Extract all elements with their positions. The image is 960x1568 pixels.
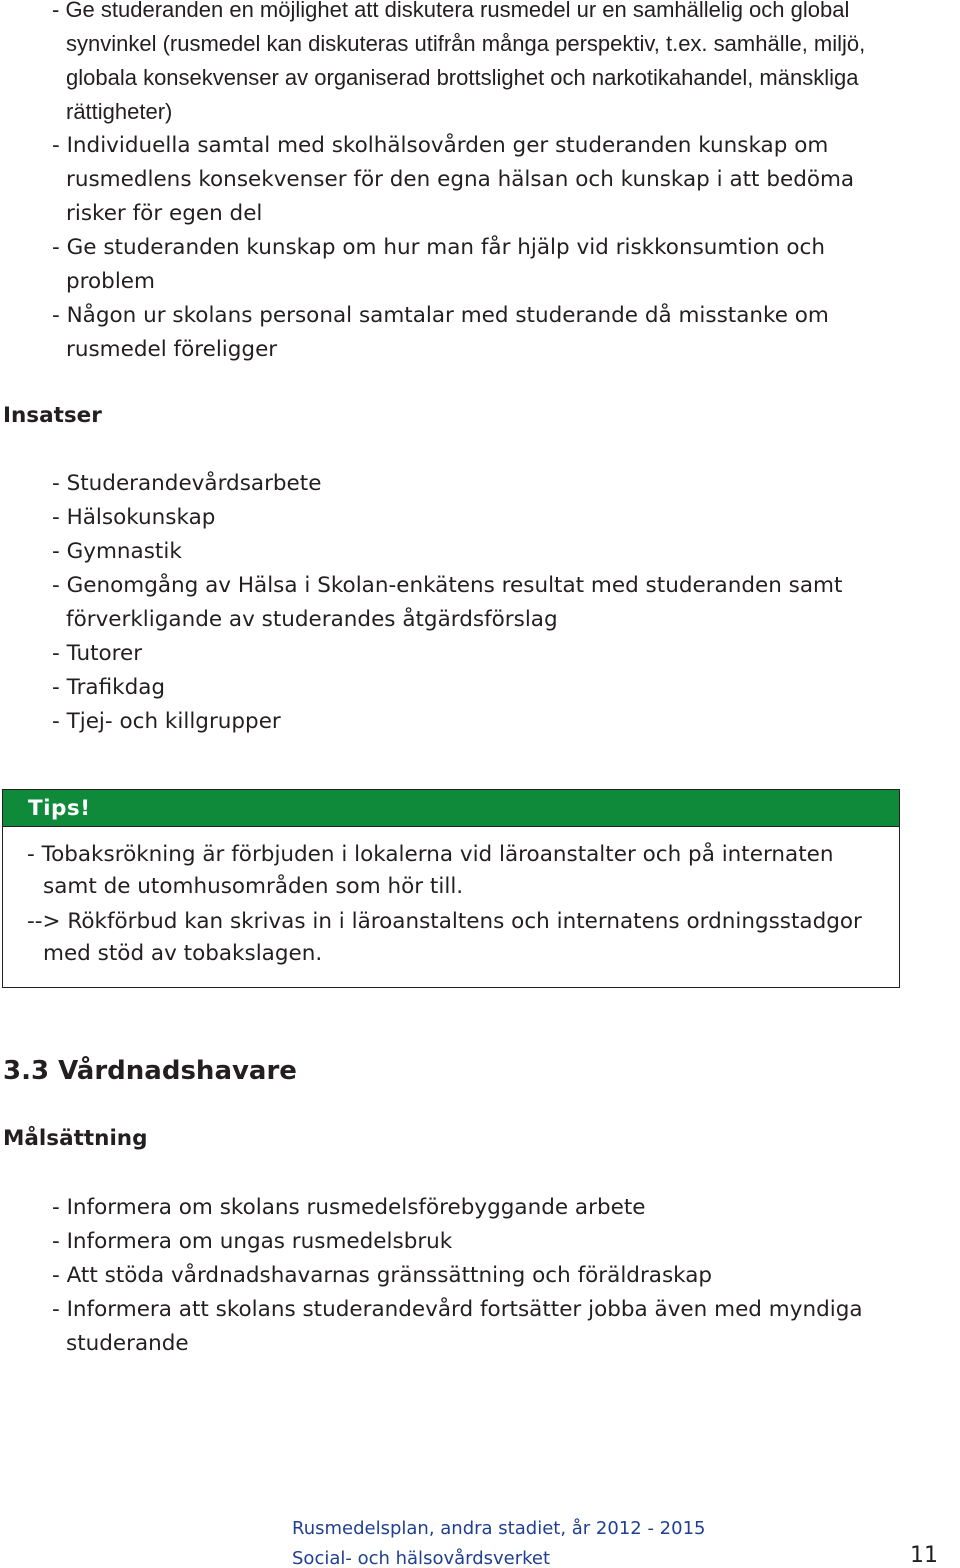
list-item: - Att stöda vårdnadshavarnas gränssättning och föräldraskap <box>52 1263 713 1288</box>
list-item: - Ge studeranden en möjlighet att diskutera rusmedel ur en samhällelig och global synvinkel (rusmedel kan diskuteras utifrån många perspektiv, t.ex. samhälle, miljö, globala konsekvenser av organiserad brottslighet och narkotikahandel, mänskliga rättigheter) <box>52 0 866 124</box>
list-item: - Tjej- och killgrupper <box>52 709 281 734</box>
page-number: 11 <box>910 1543 938 1568</box>
tips-title: Tips! <box>28 796 91 821</box>
tips-list <box>3 827 899 970</box>
list-item: - Tutorer <box>52 641 143 666</box>
tips-header <box>3 790 899 827</box>
list-item: - Hälsokunskap <box>52 505 216 530</box>
list-item: - Genomgång av Hälsa i Skolan-enkätens resultat med studeranden samt förverkligande av studerandes åtgärdsförslag <box>52 573 843 632</box>
list-item: - Informera att skolans studerandevård fortsätter jobba även med myndiga studerande <box>52 1297 863 1356</box>
malsattning-heading: Målsättning <box>3 1126 148 1151</box>
tips-item: --> Rökförbud kan skrivas in i läroanstaltens och internatens ordningsstadgor med stöd av tobakslagen. <box>27 909 862 966</box>
tips-item: - Tobaksrökning är förbjuden i lokalerna vid läroanstalter och på internaten samt de utomhusområden som hör till. <box>27 842 834 899</box>
footer-document-title: Rusmedelsplan, andra stadiet, år 2012 - 2015 <box>292 1518 706 1539</box>
footer-organization: Social- och hälsovårdsverket <box>292 1548 551 1568</box>
goals-list-continued <box>52 0 892 367</box>
section-title: 3.3 Vårdnadshavare <box>3 1056 297 1086</box>
malsattning-list <box>52 1191 892 1361</box>
list-item: - Någon ur skolans personal samtalar med studerande då misstanke om rusmedel föreligger <box>52 303 829 362</box>
insatser-heading: Insatser <box>3 403 102 428</box>
insatser-list <box>52 467 892 739</box>
list-item: - Trafikdag <box>52 675 166 700</box>
list-item: - Informera om ungas rusmedelsbruk <box>52 1229 453 1254</box>
list-item: - Gymnastik <box>52 539 182 564</box>
list-item: - Ge studeranden kunskap om hur man får hjälp vid riskkonsumtion och problem <box>52 235 825 294</box>
tips-box <box>2 789 900 988</box>
list-item: - Individuella samtal med skolhälsovården ger studeranden kunskap om rusmedlens konsekvenser för den egna hälsan och kunskap i att bedöma risker för egen del <box>52 133 855 226</box>
list-item: - Informera om skolans rusmedelsförebyggande arbete <box>52 1195 646 1220</box>
list-item: - Studerandevårdsarbete <box>52 471 322 496</box>
